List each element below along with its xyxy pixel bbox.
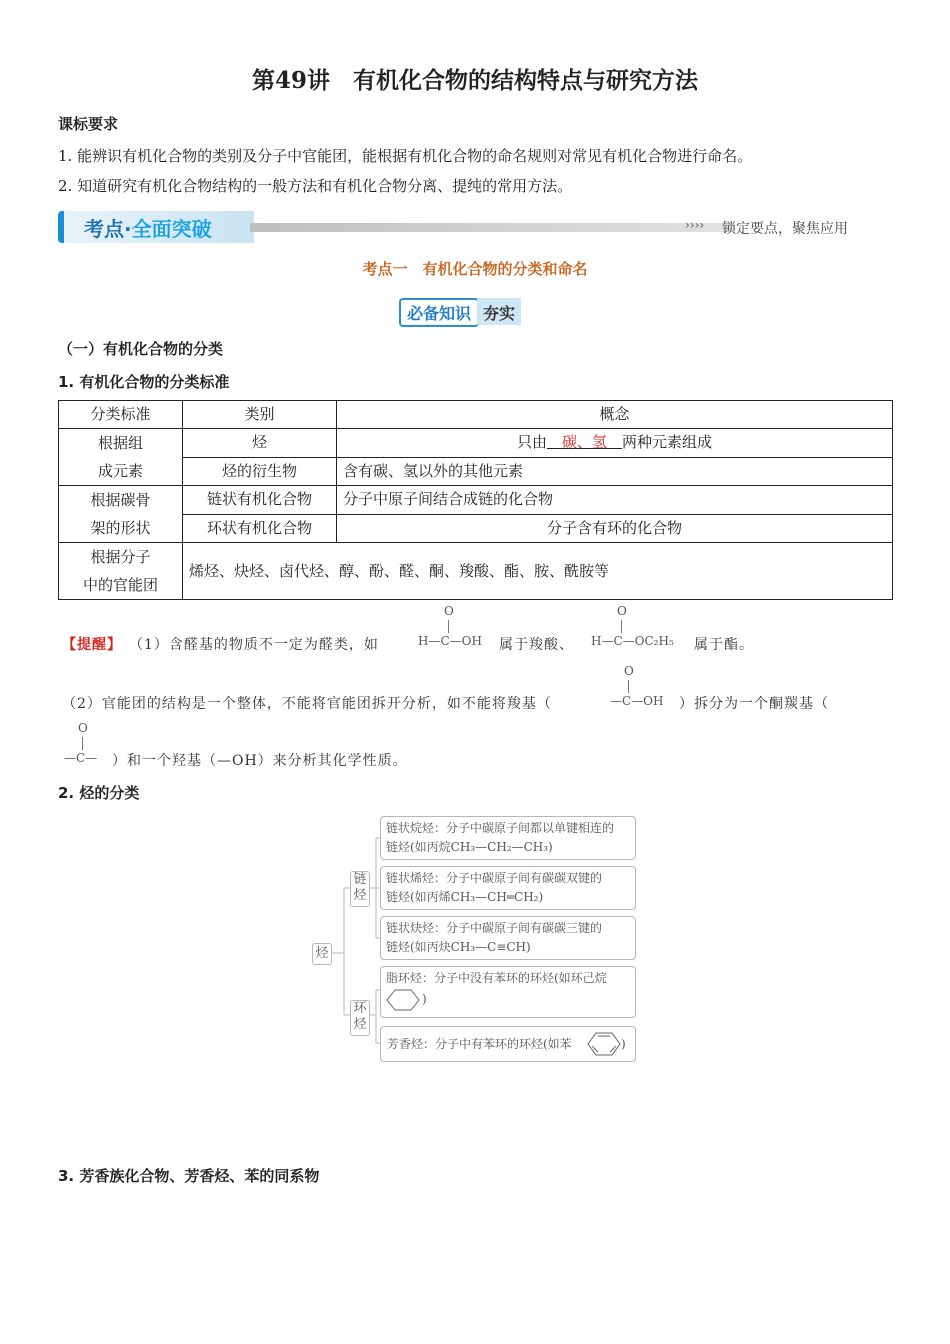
classification-table: [58, 400, 893, 600]
tip-key: 【提醒】: [62, 637, 122, 653]
requirement-item: 2. 知道研究有机化合物结构的一般方法和有机化合物分离、提纯的常用方法。: [58, 177, 573, 195]
requirements-heading: 课标要求: [58, 115, 119, 133]
table-header: 概念: [337, 401, 893, 429]
sub-heading: 3. 芳香族化合物、芳香烃、苯的同系物: [58, 1167, 320, 1185]
tip-text: ）拆分为一个酮羰基（: [679, 696, 829, 712]
table-cell: 烯烃、炔烃、卤代烃、醇、酚、醛、酮、羧酸、酯、胺、酰胺等: [183, 543, 893, 600]
benzene-icon: [587, 1031, 621, 1057]
table-cell: 根据分子 中的官能团: [59, 543, 183, 600]
banner-bar: [250, 223, 735, 232]
knowledge-badge: [399, 298, 521, 326]
diagram-aromatic-box: 芳香烃：分子中有苯环的环烃(如苯 ): [380, 1026, 636, 1062]
badge-primary: 必备知识: [399, 298, 479, 327]
table-cell: 链状有机化合物: [183, 486, 337, 515]
banner-label: 考点·全面突破: [84, 217, 212, 241]
tip-paragraph: 【提醒】 （1）含醛基的物质不一定为醛类，如: [62, 637, 379, 653]
table-row: [59, 514, 893, 543]
banner-slogan: 锁定要点，聚焦应用: [722, 221, 848, 237]
table-cell: 烃: [183, 429, 337, 458]
table-cell: 根据组 成元素: [59, 429, 183, 486]
tip-text: ）和一个羟基（—OH）来分析其化学性质。: [112, 753, 408, 769]
sub-heading: 2. 烃的分类: [58, 784, 140, 802]
table-cell: 分子含有环的化合物: [337, 514, 893, 543]
diagram-alkene-box: 链状烯烃：分子中碳原子间有碳碳双键的 链烃(如丙烯CH₃—CH═CH₂): [380, 866, 636, 910]
diagram-ring-label: 环烃: [350, 1000, 370, 1036]
table-cell: 含有碳、氢以外的其他元素: [337, 457, 893, 486]
sub-heading: 1. 有机化合物的分类标准: [58, 373, 230, 391]
diagram-alicyclic-box: 脂环烃：分子中没有苯环的环烃(如环己烷 ): [380, 966, 636, 1018]
tip-paragraph: （2）官能团的结构是一个整体，不能将官能团拆开分析，如不能将羧基（: [62, 696, 552, 712]
diagram-alkane-box: 链状烷烃：分子中碳原子间都以单键相连的 链烃(如丙烷CH₃—CH₂—CH₃): [380, 816, 636, 860]
table-cell: 根据碳骨 架的形状: [59, 486, 183, 543]
table-row: [59, 457, 893, 486]
table-cell: 烃的衍生物: [183, 457, 337, 486]
tip-text: 属于酯。: [694, 637, 754, 653]
table-row: [59, 543, 893, 600]
tip-text: 属于羧酸、: [499, 637, 574, 653]
table-cell: 只由 碳、氢 两种元素组成: [337, 429, 893, 458]
diagram-chain-label: 链烃: [350, 871, 370, 907]
kaodian-title: 考点一 有机化合物的分类和命名: [362, 260, 588, 278]
requirement-item: 1. 能辨识有机化合物的类别及分子中官能团，能根据有机化合物的命名规则对常见有机化合物进行命名。: [58, 147, 753, 165]
page-title: 第49讲 有机化合物的结构特点与研究方法: [251, 67, 698, 94]
table-cell: 环状有机化合物: [183, 514, 337, 543]
answer-blank: 碳、氢: [546, 433, 622, 452]
diagram-alkyne-box: 链状炔烃：分子中碳原子间有碳碳三键的 链烃(如丙炔CH₃—C≡CH): [380, 916, 636, 960]
table-header: 分类标准: [59, 401, 183, 429]
table-cell: 分子中原子间结合成链的化合物: [337, 486, 893, 515]
cyclohexane-icon: [386, 988, 420, 1012]
table-header: 类别: [183, 401, 337, 429]
section-heading: （一）有机化合物的分类: [58, 340, 224, 358]
chevron-right-icon: ››››: [685, 218, 705, 232]
table-row: [59, 429, 893, 458]
table-header-row: [59, 401, 893, 429]
table-row: [59, 486, 893, 515]
diagram-root: 烃: [312, 943, 332, 965]
badge-secondary: 夯实: [477, 298, 521, 325]
section-banner: [58, 209, 858, 249]
